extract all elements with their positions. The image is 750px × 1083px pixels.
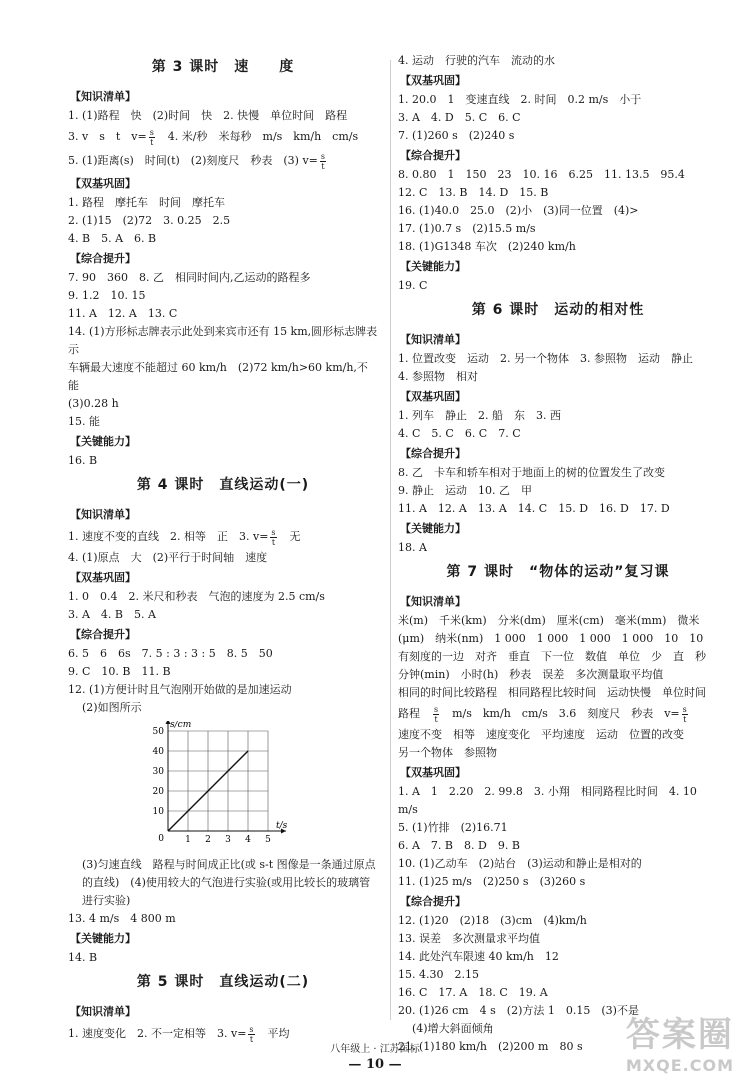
x-axis-label: t/s <box>276 821 288 831</box>
answer-line: 分钟(min) 小时(h) 秒表 误差 多次测量取平均值 <box>398 668 664 681</box>
answer-line: 11. (1)25 m/s (2)250 s (3)260 s <box>398 875 586 888</box>
section-label: 【知识清单】 <box>400 595 466 608</box>
answer-line: 9. C 10. B 11. B <box>68 665 171 678</box>
answer-line: 3. A 4. D 5. C 6. C <box>398 111 521 124</box>
watermark-url: MXQE.COM <box>625 1056 734 1075</box>
answer-line: 16. (1)40.0 25.0 (2)小 (3)同一位置 (4)> <box>398 204 639 217</box>
answer-line: 有刻度的一边 对齐 垂直 下一位 数值 单位 少 直 秒 <box>398 650 706 663</box>
y-tick-label: 40 <box>152 747 164 757</box>
answer-line: 1. 列车 静止 2. 船 东 3. 西 <box>398 409 561 422</box>
answer-line: 速度不变 相等 速度变化 平均速度 运动 位置的改变 <box>398 728 684 741</box>
answer-line: 15. 能 <box>68 415 100 428</box>
fraction: $\frac{s}{t}$ <box>271 527 276 547</box>
answer-line: 1. 速度变化 2. 不一定相等 3. v= $\frac{s}{t}$ 平均 <box>68 1024 290 1044</box>
section-label: 【关键能力】 <box>400 260 466 273</box>
answer-line: 4. 运动 行驶的汽车 流动的水 <box>398 54 555 67</box>
answer-line: 14. B <box>68 951 98 964</box>
answer-line: 8. 乙 卡车和轿车相对于地面上的树的位置发生了改变 <box>398 466 665 479</box>
lesson-4-title: 第 4 课时 直线运动(一) <box>136 477 310 493</box>
answer-line: 4. (1)原点 大 (2)平行于时间轴 速度 <box>68 551 268 564</box>
answer-line: 车辆最大速度不能超过 60 km/h (2)72 km/h>60 km/h,不能 <box>68 361 368 392</box>
section-label: 【双基巩固】 <box>400 390 466 403</box>
answer-line: 2. (1)15 (2)72 3. 0.25 2.5 <box>68 214 231 227</box>
answer-line: 9. 静止 运动 10. 乙 甲 <box>398 484 532 497</box>
x-tick-label: 4 <box>245 835 251 845</box>
answer-line: 4. 参照物 相对 <box>398 370 478 383</box>
answer-line: 12. C 13. B 14. D 15. B <box>398 186 549 199</box>
column-divider <box>390 60 391 1020</box>
answer-line: 12. (1)方便计时且气泡刚开始做的是加速运动 <box>68 683 292 696</box>
x-tick-label: 1 <box>185 835 191 845</box>
answer-line: 14. 此处汽车限速 40 km/h 12 <box>398 950 559 963</box>
answer-line: 4. C 5. C 6. C 7. C <box>398 427 521 440</box>
section-label: 【关键能力】 <box>400 522 466 535</box>
answer-line: 1. (1)路程 快 (2)时间 快 2. 快慢 单位时间 路程 <box>68 109 348 122</box>
answer-line: 另一个物体 参照物 <box>398 746 497 759</box>
page-number: — 10 — <box>348 1057 402 1072</box>
y-tick-label: 10 <box>152 807 164 817</box>
answer-line: 11. A 12. A 13. A 14. C 15. D 16. D 17. D <box>398 502 670 515</box>
answer-line: 6. A 7. B 8. D 9. B <box>398 839 520 852</box>
answer-line: 3. A 4. B 5. A <box>68 608 156 621</box>
x-tick-label: 3 <box>225 835 231 845</box>
answer-line: 18. (1)G1348 车次 (2)240 km/h <box>398 240 576 253</box>
section-label: 【知识清单】 <box>400 333 466 346</box>
answer-line: 12. (1)20 (2)18 (3)cm (4)km/h <box>398 914 587 927</box>
y-axis-label: s/cm <box>170 721 192 730</box>
section-label: 【知识清单】 <box>70 508 136 521</box>
section-label: 【关键能力】 <box>70 932 136 945</box>
watermark <box>626 1007 734 1075</box>
section-label: 【综合提升】 <box>400 447 466 460</box>
footer-text: 八年级上 · 江苏国标 <box>330 1044 420 1055</box>
x-tick-label: 5 <box>265 835 271 845</box>
answer-line: 5. (1)竹排 (2)16.71 <box>398 821 508 834</box>
fraction: $\frac{s}{t}$ <box>249 1024 254 1044</box>
x-tick-label: 2 <box>205 835 211 845</box>
answer-line: 3. v s t v= $\frac{s}{t}$ 4. 米/秒 米每秒 m/s km/h cm/s <box>68 127 359 147</box>
answer-line: 11. A 12. A 13. C <box>68 307 178 320</box>
section-label: 【知识清单】 <box>70 1005 136 1018</box>
lesson-5-title: 第 5 课时 直线运动(二) <box>136 974 310 990</box>
answer-line: 17. (1)0.7 s (2)15.5 m/s <box>398 222 536 235</box>
y-tick-label: 30 <box>152 767 164 777</box>
answer-line: (3)匀速直线 路程与时间成正比(或 s-t 图像是一条通过原点 <box>82 858 376 871</box>
answer-line: 7. 90 360 8. 乙 相同时间内,乙运动的路程多 <box>68 271 311 284</box>
section-label: 【知识清单】 <box>70 90 136 103</box>
s-t-graph <box>138 721 298 849</box>
fraction: $\frac{s}{t}$ <box>682 704 687 724</box>
answer-line: 进行实验) <box>82 894 131 907</box>
section-label: 【双基巩固】 <box>70 177 136 190</box>
answer-line: 米(m) 千米(km) 分米(dm) 厘米(cm) 毫米(mm) 微米 <box>398 614 700 627</box>
answer-line: 1. 0 0.4 2. 米尺和秒表 气泡的速度为 2.5 cm/s <box>68 590 325 603</box>
answer-line: 13. 4 m/s 4 800 m <box>68 912 176 925</box>
answer-line: 8. 0.80 1 150 23 10. 16 6.25 11. 13.5 95.4 <box>398 168 685 181</box>
answer-line: 1. A 1 2.20 2. 99.8 3. 小翔 相同路程比时间 4. 10 m/s <box>398 785 701 816</box>
answer-line: 20. (1)26 cm 4 s (2)方法 1 0.15 (3)不是 <box>398 1004 639 1017</box>
lesson-7-title: 第 7 课时 “物体的运动”复习课 <box>446 564 670 580</box>
answer-line: 10. (1)乙动车 (2)站台 (3)运动和静止是相对的 <box>398 857 642 870</box>
answer-line: 1. 20.0 1 变速直线 2. 时间 0.2 m/s 小于 <box>398 93 642 106</box>
section-label: 【综合提升】 <box>400 895 466 908</box>
answer-line: 21. (1)180 km/h (2)200 m 80 s <box>398 1040 583 1053</box>
answer-line: 19. C <box>398 279 428 292</box>
answer-line: (μm) 纳米(nm) 1 000 1 000 1 000 1 000 10 10 <box>398 632 704 645</box>
answer-line: (3)0.28 h <box>68 397 119 410</box>
section-label: 【双基巩固】 <box>400 74 466 87</box>
section-label: 【综合提升】 <box>70 628 136 641</box>
answer-line: 相同的时间比较路程 相同路程比较时间 运动快慢 单位时间 <box>398 686 706 699</box>
section-label: 【关键能力】 <box>70 435 136 448</box>
fraction: $\frac{s}{t}$ <box>149 127 154 147</box>
answer-line: 16. C 17. A 18. C 19. A <box>398 986 548 999</box>
right-column <box>398 52 718 1056</box>
answer-line: 15. 4.30 2.15 <box>398 968 479 981</box>
section-label: 【双基巩固】 <box>400 766 466 779</box>
y-tick-label: 20 <box>152 787 164 797</box>
answer-line: 13. 误差 多次测量求平均值 <box>398 932 540 945</box>
section-label: 【综合提升】 <box>70 252 136 265</box>
answer-line: 18. A <box>398 541 427 554</box>
answer-line: 16. B <box>68 454 98 467</box>
origin-label: 0 <box>158 834 164 844</box>
answer-line: 4. B 5. A 6. B <box>68 232 157 245</box>
answer-line: 1. 速度不变的直线 2. 相等 正 3. v= $\frac{s}{t}$ 无 <box>68 527 301 547</box>
section-label: 【双基巩固】 <box>70 571 136 584</box>
answer-line: 的直线) (4)使用较大的气泡进行实验(或用比较长的玻璃管 <box>82 876 371 889</box>
watermark-logo: 答案圈 <box>625 1015 734 1055</box>
section-label: 【综合提升】 <box>400 149 466 162</box>
answer-line: 7. (1)260 s (2)240 s <box>398 129 515 142</box>
answer-line: 1. 位置改变 运动 2. 另一个物体 3. 参照物 运动 静止 <box>398 352 693 365</box>
lesson-6-title: 第 6 课时 运动的相对性 <box>471 302 645 318</box>
answer-line: 路程 $\frac{s}{t}$ m/s km/h cm/s 3.6 刻度尺 秒表 v= $\frac{s}{t}$ <box>398 704 687 724</box>
answer-line: 9. 1.2 10. 15 <box>68 289 146 302</box>
answer-line: 1. 路程 摩托车 时间 摩托车 <box>68 196 225 209</box>
y-tick-label: 50 <box>152 727 164 737</box>
fraction: $\frac{s}{t}$ <box>320 151 326 171</box>
answer-line: (2)如图所示 <box>82 701 142 714</box>
left-column <box>68 52 378 1046</box>
fraction: $\frac{s}{t}$ <box>434 704 439 724</box>
lesson-3-title: 第 3 课时 速 度 <box>151 59 295 75</box>
answer-line: 14. (1)方形标志牌表示此处到来宾市还有 15 km,圆形标志牌表示 <box>68 325 378 356</box>
answer-line: 5. (1)距离(s) 时间(t) (2)刻度尺 秒表 (3) v= $\frac{s}{t}$ <box>68 151 326 171</box>
answer-line: 6. 5 6 6s 7. 5 : 3 : 3 : 5 8. 5 50 <box>68 647 273 660</box>
answer-line: (4)增大斜面倾角 <box>412 1022 494 1035</box>
